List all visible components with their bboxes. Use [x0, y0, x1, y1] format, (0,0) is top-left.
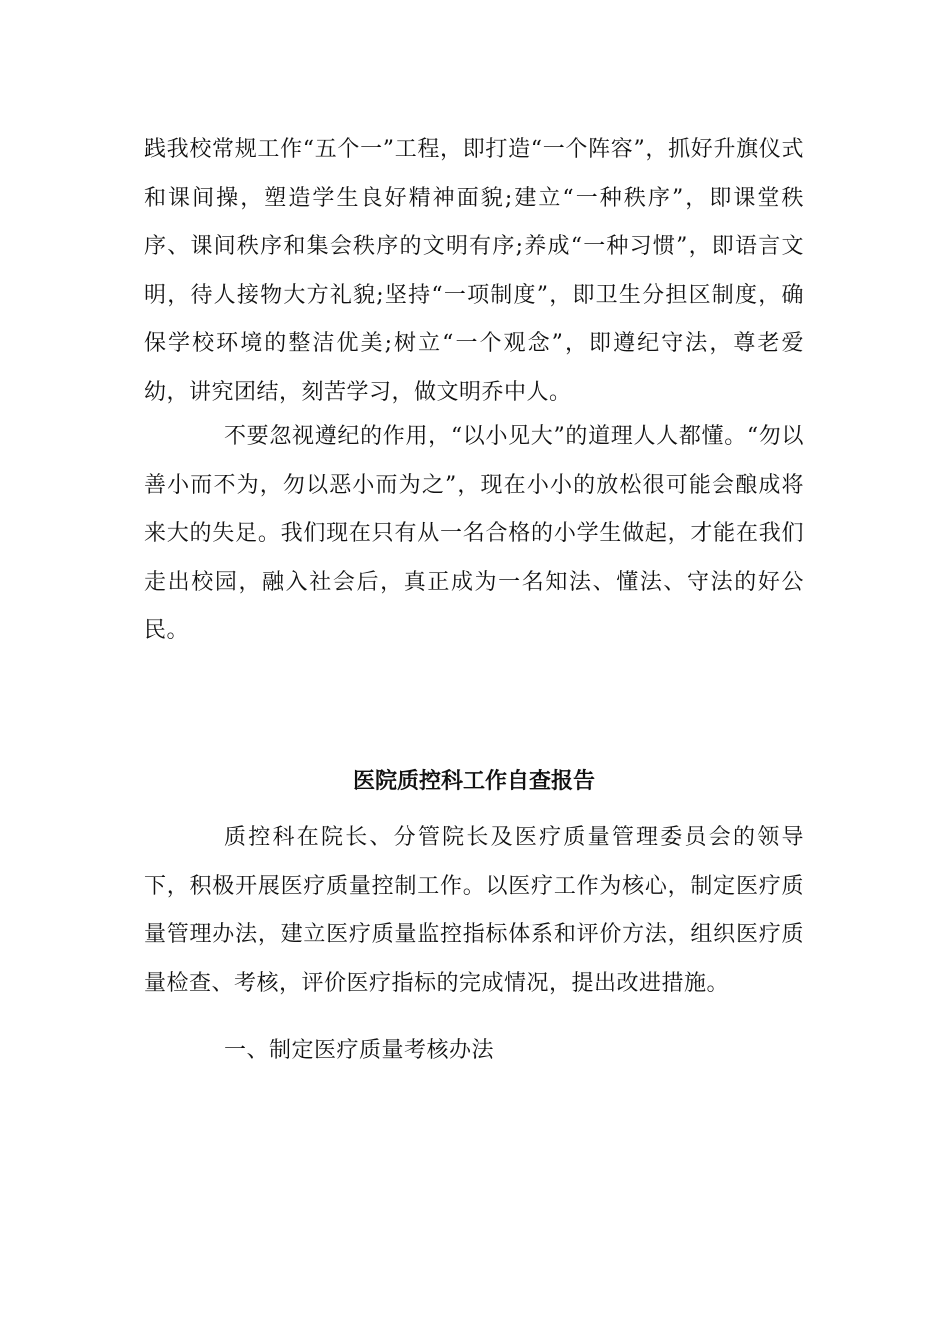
body-paragraph-2: 不要忽视遵纪的作用，“以小见大”的道理人人都懂。“勿以善小而不为，勿以恶小而为之”，现在小小的放松很可能会酿成将来大的失足。我们现在只有从一名合格的小学生做起，才能在我们走出校园，融入社会后，真正成为一名知法、懂法、守法的好公民。 — [144, 424, 804, 643]
body-paragraph-3: 质控科在院长、分管院长及医疗质量管理委员会的领导下，积极开展医疗质量控制工作。以医疗工作为核心，制定医疗质量管理办法，建立医疗质量监控指标体系和评价方法，组织医疗质量检查、考核，评价医疗指标的完成情况，提出改进措施。 — [144, 825, 804, 996]
report-title: 医院质控科工作自查报告 — [352, 769, 595, 794]
section-heading-1: 一、制定医疗质量考核办法 — [224, 1038, 495, 1063]
body-paragraph-1: 践我校常规工作“五个一”工程，即打造“一个阵容”，抓好升旗仪式和课间操，塑造学生良好精神面貌;建立“一种秩序”，即课堂秩序、课间秩序和集会秩序的文明有序;养成“一种习惯”，即语言文明，待人接物大方礼貌;坚持“一项制度”，即卫生分担区制度，确保学校环境的整洁优美;树立“一个观念”，即遵纪守法，尊老爱幼，讲究团结，刻苦学习，做文明乔中人。 — [144, 137, 804, 405]
